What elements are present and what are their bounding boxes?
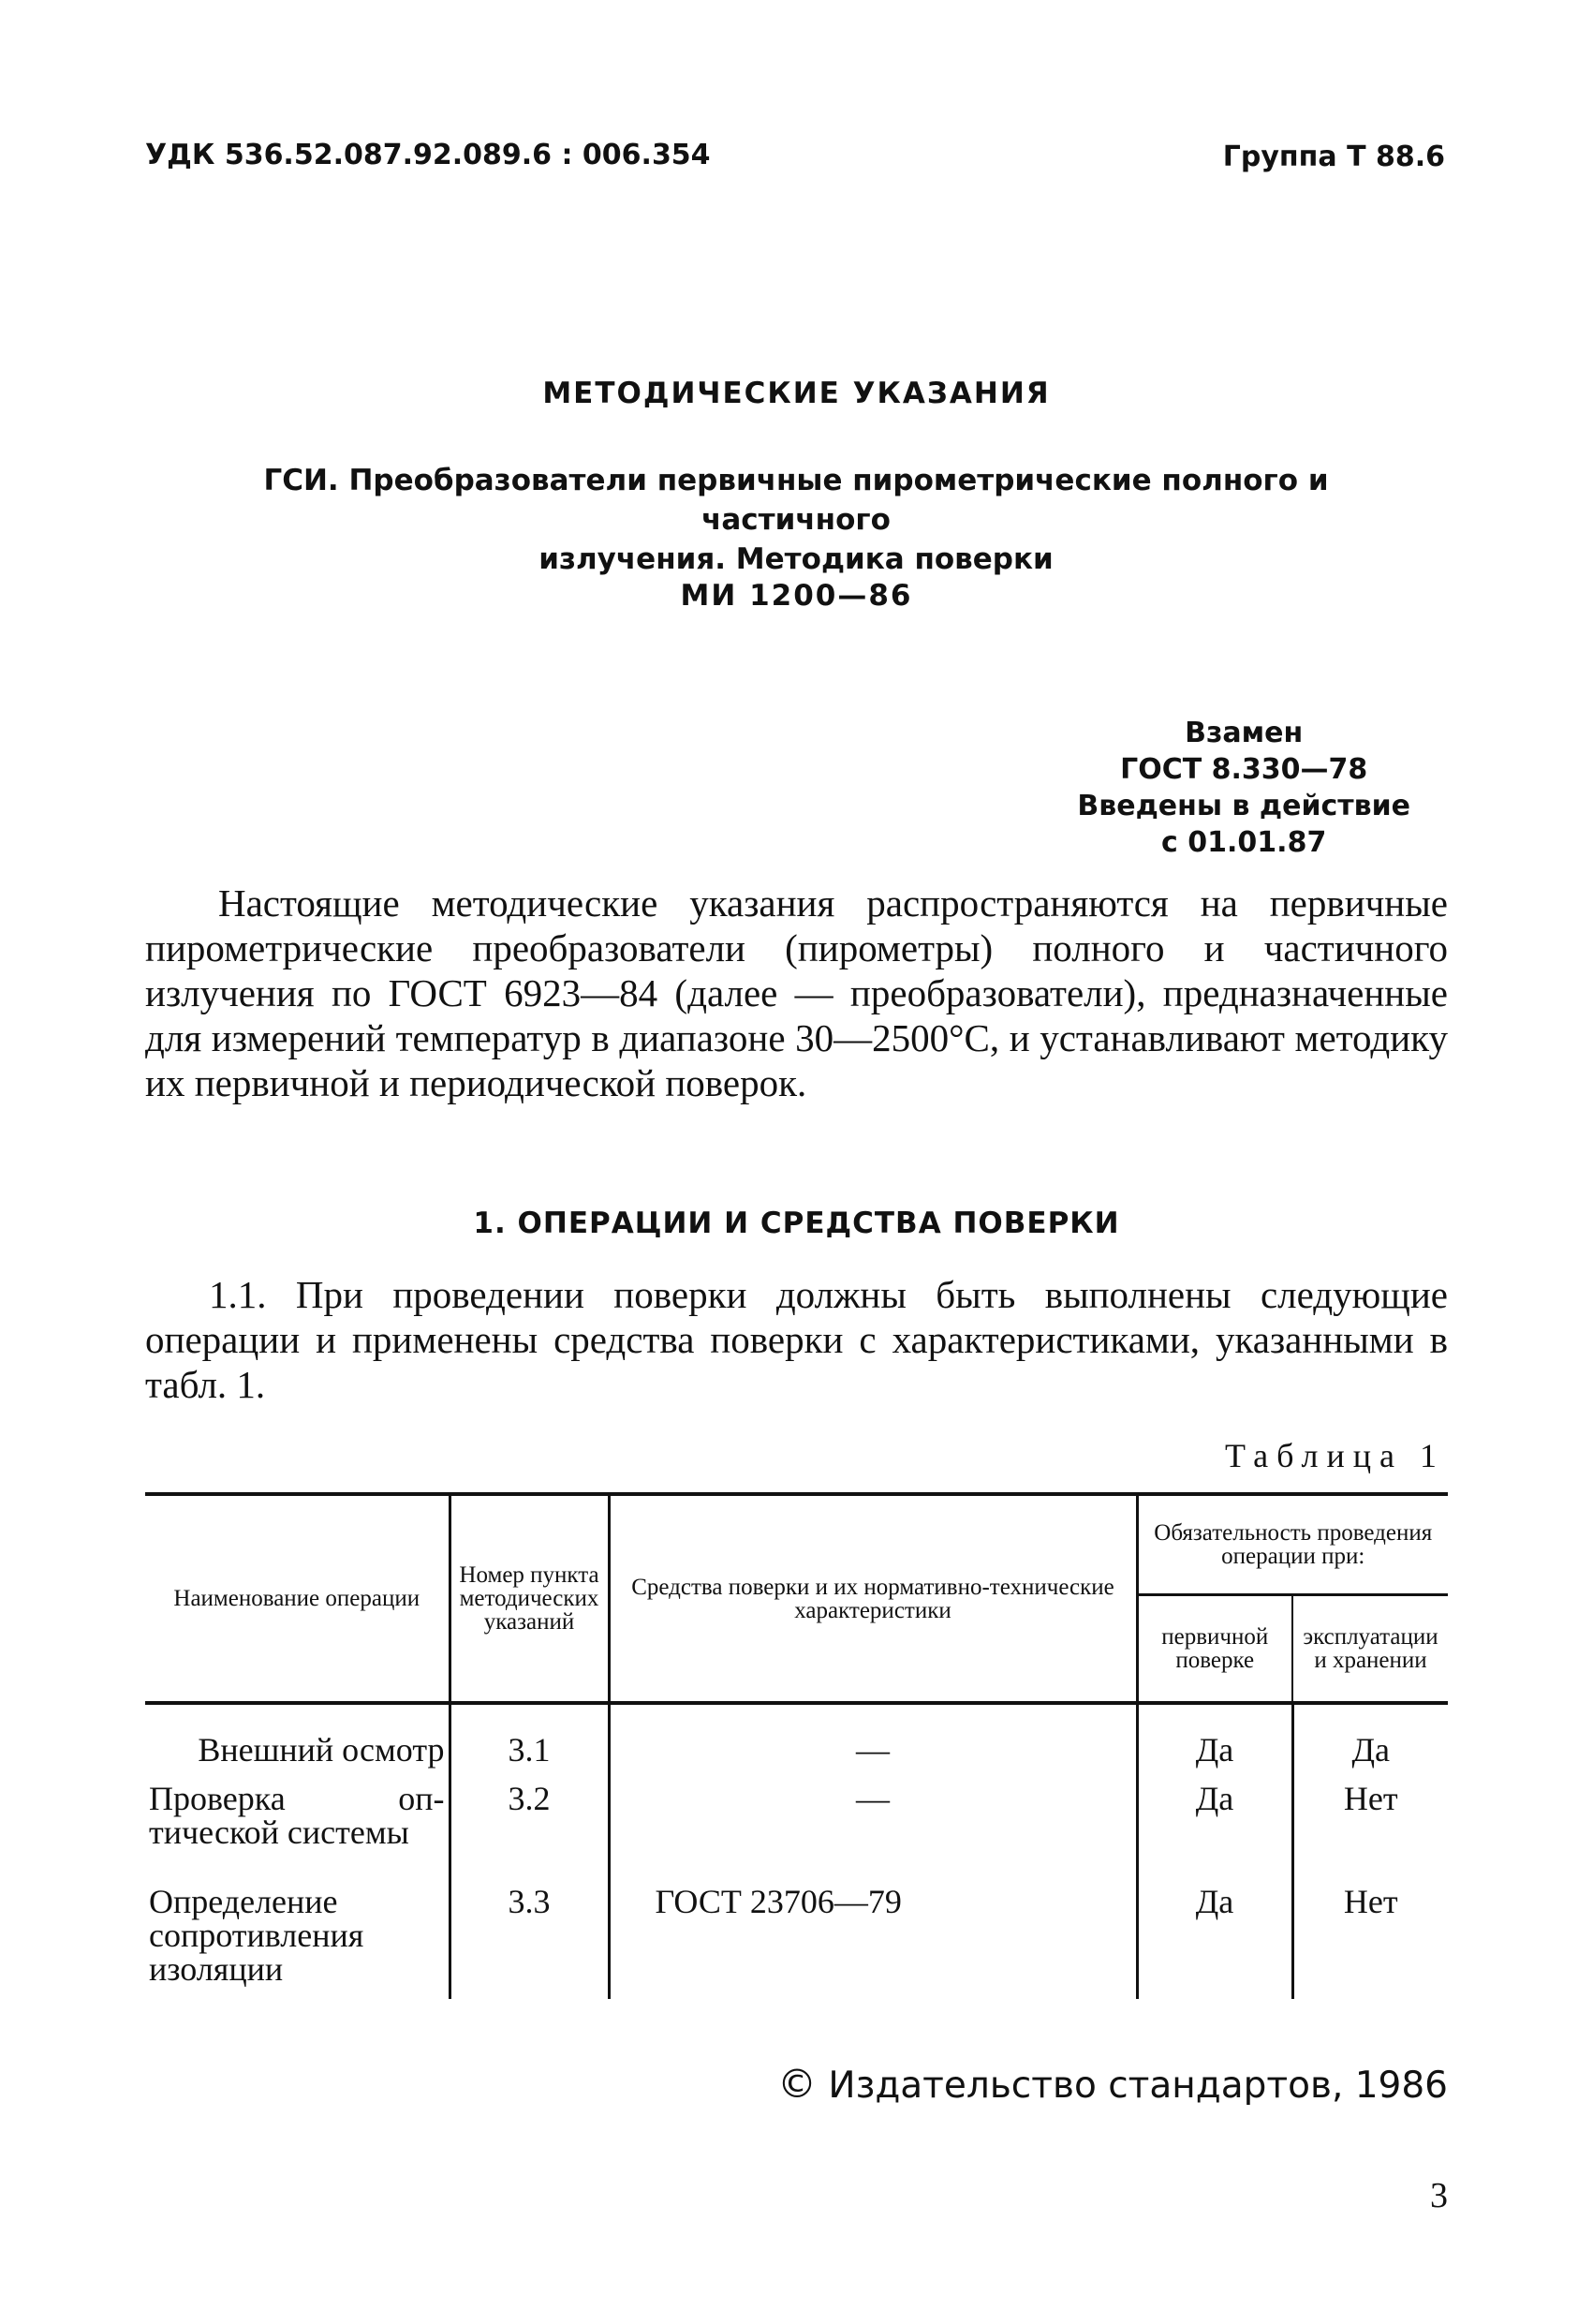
classification-group: Группа Т 88.6: [1222, 141, 1445, 173]
cell-operation-name: [145, 1780, 450, 1862]
replaced-standard: ГОСТ 8.330—78: [1120, 753, 1368, 786]
section-heading: 1. ОПЕРАЦИИ И СРЕДСТВА ПОВЕРКИ: [473, 1206, 1120, 1240]
cell-operation: Нет: [1292, 1862, 1448, 1999]
cell-operation-name-line-2: тической системы: [149, 1813, 409, 1851]
cell-means: ГОСТ 23706—79: [609, 1862, 1137, 1999]
cell-operation-name-line-3: изоляции: [149, 1950, 284, 1988]
cell-operation-name: Внешний осмотр: [198, 1731, 445, 1769]
document-title-line-1: ГСИ. Преобразователи первичные пирометрические полного и частичного: [263, 464, 1329, 537]
document-title-line-2: излучения. Методика поверки: [538, 542, 1054, 576]
cell-operation: Нет: [1292, 1780, 1448, 1862]
header-verification-means: Средства поверки и их нормативно-технические характеристики: [609, 1494, 1137, 1703]
cell-clause: 3.2: [450, 1780, 609, 1862]
paragraph-1-1: [145, 1272, 1448, 1407]
cell-primary: Да: [1137, 1703, 1292, 1780]
cell-operation-name: [145, 1862, 450, 1999]
copyright-text: Издательство стандартов, 1986: [828, 2065, 1448, 2107]
cell-operation-name-line-2: сопротивления: [149, 1917, 364, 1954]
header-clause-number: Номер пункта методических указаний: [450, 1494, 609, 1703]
udk-code: УДК 536.52.087.92.089.6 : 006.354: [145, 139, 711, 171]
header-primary-verification: первичной поверке: [1137, 1595, 1292, 1704]
cell-operation: Да: [1292, 1703, 1448, 1780]
cell-operation-name-line-1: Проверка оп-: [149, 1780, 445, 1817]
copyright-symbol: ©: [777, 2061, 817, 2107]
table-row: [145, 1862, 1448, 1999]
document-code: МИ 1200—86: [680, 579, 913, 613]
document-title: [173, 461, 1419, 579]
replaces-label: Взамен: [1185, 717, 1304, 749]
cell-operation-name-line-1: Определение: [149, 1883, 338, 1920]
page-number: 3: [1430, 2176, 1448, 2215]
header-operation-name: Наименование операции: [145, 1494, 450, 1703]
intro-paragraph: [145, 881, 1448, 1105]
paragraph-1-1-text: 1.1. При проведении поверки должны быть выполнены следующие операции и применены средства поверки с характеристиками, указанными в табл. 1.: [145, 1273, 1448, 1406]
cell-primary: Да: [1137, 1862, 1292, 1999]
effective-label: Введены в действие: [1077, 790, 1410, 822]
table-row: [145, 1780, 1448, 1862]
effective-date: с 01.01.87: [1161, 826, 1327, 859]
cell-means: —: [609, 1703, 1137, 1780]
cell-clause: 3.3: [450, 1862, 609, 1999]
header-mandatory: Обязательность проведения операции при:: [1137, 1494, 1448, 1595]
replaces-block: [1077, 715, 1410, 861]
copyright-line: [777, 2061, 1448, 2107]
table-caption: Таблица 1: [1225, 1437, 1445, 1474]
cell-means: —: [609, 1780, 1137, 1862]
document-type: МЕТОДИЧЕСКИЕ УКАЗАНИЯ: [542, 377, 1051, 410]
header-operation-storage: эксплуатации и хранении: [1292, 1595, 1448, 1704]
table-row: [145, 1703, 1448, 1780]
intro-text: Настоящие методические указания распространяются на первичные пирометрические преобразователи (пирометры) полного и частичного излучения по ГОСТ 6923—84 (далее — преобразователи), предназначенные для измерений температур в диапазоне 30—2500°С, и устанавливают методику их первичной и периодической поверок.: [145, 881, 1448, 1104]
cell-clause: 3.1: [450, 1703, 609, 1780]
operations-table: [145, 1492, 1448, 1999]
cell-primary: Да: [1137, 1780, 1292, 1862]
